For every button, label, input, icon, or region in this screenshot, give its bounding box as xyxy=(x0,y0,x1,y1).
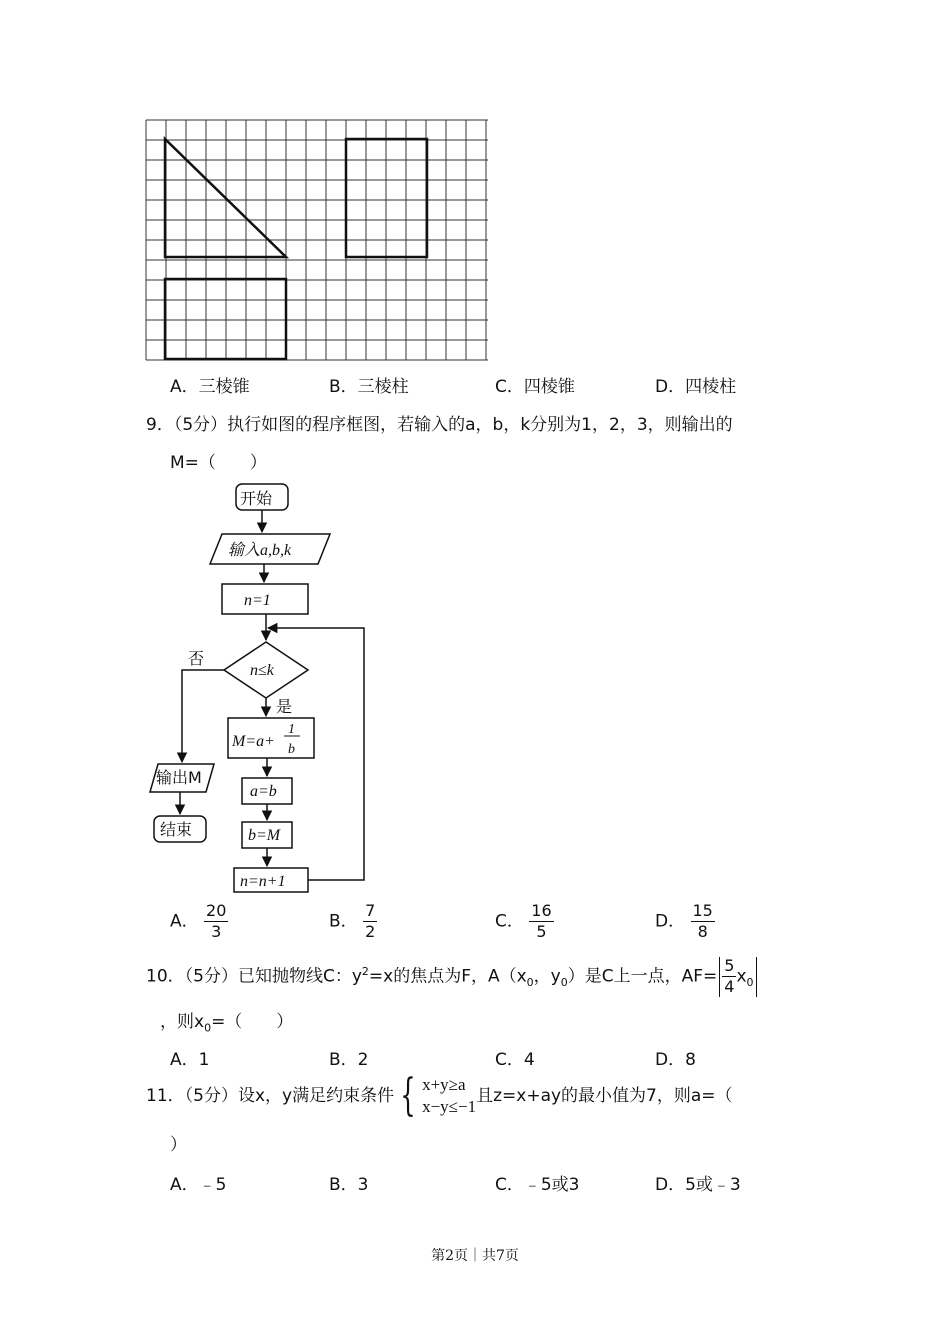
q9-option-b-fraction: $\frac{7}{2}$ xyxy=(365,901,376,941)
page-footer: 第2页｜共7页 xyxy=(431,1248,519,1264)
q9-option-d: D． $\frac{15}{8}$ xyxy=(655,901,713,941)
q10-option-c: C．4 xyxy=(495,1050,535,1070)
q9-option-d-fraction: $\frac{15}{8}$ xyxy=(692,901,713,941)
q9-option-a-fraction: $\frac{20}{3}$ xyxy=(206,901,227,941)
q9-option-a: A． $\frac{20}{3}$ xyxy=(170,901,227,941)
q9-option-c-fraction: $\frac{16}{5}$ xyxy=(531,901,552,941)
q9-option-c: C． $\frac{16}{5}$ xyxy=(495,901,552,941)
q10-stem-line1: 10．（5分）已知抛物线C：$y^2=x$的焦点为F，$A(x_0$，$y_0$）是C上一点，AF= $\frac{5}{4}$ $x_0$ xyxy=(146,950,759,1005)
q10-fraction: $\frac{5}{4}$ xyxy=(724,956,735,997)
q8-option-a: A．三棱锥 xyxy=(170,377,250,397)
flow-end-label: 结束 xyxy=(160,820,193,839)
q8-option-b: B．三棱柱 xyxy=(329,377,409,397)
q8-option-d: D．四棱柱 xyxy=(655,377,737,397)
flow-yes-label: 是 xyxy=(276,697,293,716)
q11-constraint-system: x+y≥a x−y≤−1 xyxy=(422,1075,477,1116)
q11-option-d: D．5或﹣3 xyxy=(655,1175,741,1195)
q11-stem-line2: ） xyxy=(170,1135,187,1155)
q10-option-d: D．8 xyxy=(655,1050,696,1070)
program-flowchart xyxy=(140,478,380,898)
q8-option-c: C．四棱锥 xyxy=(495,377,575,397)
q10-stem-line2: ，则$x_0=$（ ） xyxy=(160,1012,294,1035)
q9-option-b: B． $\frac{7}{2}$ xyxy=(329,901,376,941)
flow-init-label: n=1 xyxy=(244,592,271,609)
three-view-grid-figure xyxy=(145,119,489,361)
q9-stem-line2: M=（ ） xyxy=(170,453,267,473)
q11-option-a: A．﹣5 xyxy=(170,1175,227,1195)
flow-output-label: 输出M xyxy=(156,768,202,787)
q10-option-a: A．1 xyxy=(170,1050,210,1070)
flow-calc-label: M=a+ xyxy=(232,733,275,750)
q11-option-c: C．﹣5或3 xyxy=(495,1175,580,1195)
q11-stem-line1: 11．（5分）设x，y满足约束条件 { x+y≥a x−y≤−1 且z=x+ay的最小值为7，则a=（ xyxy=(146,1070,733,1121)
q10-option-b: B．2 xyxy=(329,1050,369,1070)
q11-option-b: B．3 xyxy=(329,1175,369,1195)
flow-calc-den: b xyxy=(288,742,295,757)
flow-calc-num: 1 xyxy=(288,722,295,737)
flow-input-label: 输入a,b,k xyxy=(228,542,292,559)
flow-assign-b-label: b=M xyxy=(248,827,281,844)
flow-assign-a-label: a=b xyxy=(250,783,277,800)
q9-stem-line1: 9．（5分）执行如图的程序框图，若输入的a，b，k分别为1，2，3，则输出的 xyxy=(146,415,733,435)
flow-condition-label: n≤k xyxy=(250,662,274,679)
flow-start-label: 开始 xyxy=(240,489,273,508)
flow-no-label: 否 xyxy=(188,649,205,668)
flow-inc-label: n=n+1 xyxy=(240,873,286,890)
